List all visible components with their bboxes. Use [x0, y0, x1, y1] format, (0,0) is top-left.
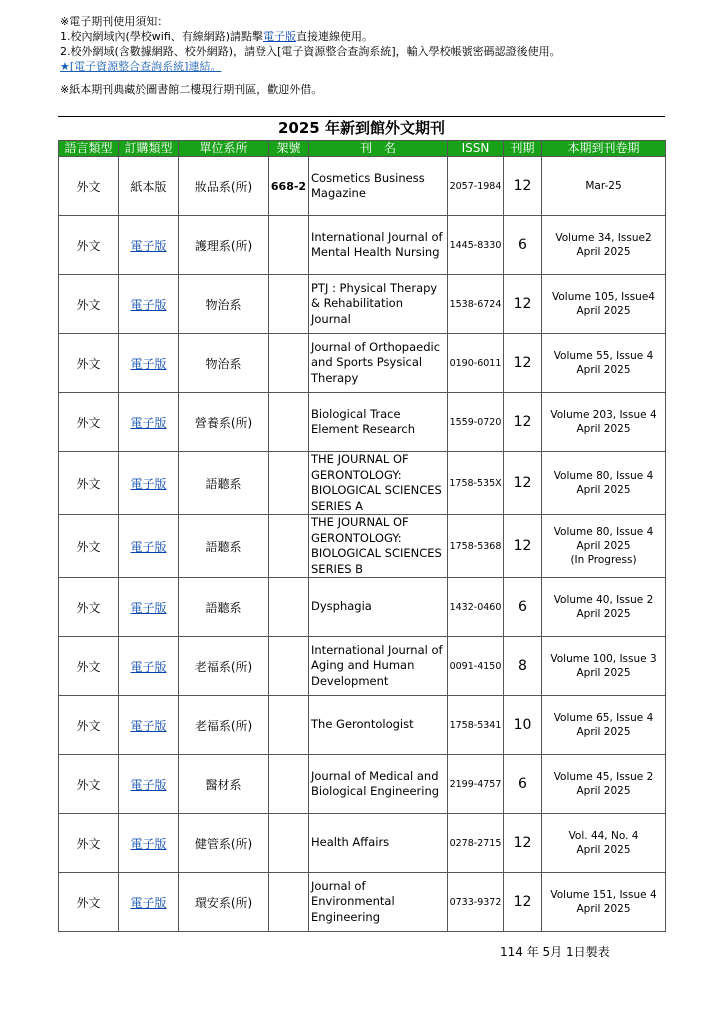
frequency-cell: 12 [504, 393, 542, 452]
issue-line: Volume 65, Issue 4 [553, 712, 654, 724]
call-number-cell [269, 393, 309, 452]
journal-title-line: Journal of Medical and [311, 768, 439, 783]
frequency-cell: 12 [504, 814, 542, 873]
issue-line: April 2025 [576, 726, 631, 738]
journal-title-line: GERONTOLOGY: [311, 467, 402, 482]
latest-issue-cell [542, 755, 666, 814]
issn-cell: 1432-0460 [448, 578, 504, 637]
call-number-cell [269, 515, 309, 578]
journal-title-cell [309, 515, 448, 578]
journal-title-cell [309, 393, 448, 452]
language-cell: 外文 [59, 275, 119, 334]
ejournal-link[interactable]: 電子版 [130, 415, 167, 430]
journal-title-cell [309, 873, 448, 932]
language-cell: 外文 [59, 873, 119, 932]
issue-line: (In Progress) [570, 554, 637, 566]
latest-issue-cell [542, 814, 666, 873]
order-type-cell [119, 755, 179, 814]
call-number-cell [269, 334, 309, 393]
latest-issue-cell [542, 452, 666, 515]
call-number-cell: 668-2 [269, 157, 309, 216]
table-row [59, 157, 666, 216]
frequency-cell: 6 [504, 578, 542, 637]
order-type-cell [119, 814, 179, 873]
journal-title-line: International Journal of [311, 642, 443, 657]
language-cell: 外文 [59, 696, 119, 755]
table-row [59, 578, 666, 637]
issue-line: April 2025 [576, 305, 631, 317]
order-type-cell [119, 216, 179, 275]
notice-heading: ※電子期刊使用須知： [60, 15, 169, 28]
order-type-cell [119, 578, 179, 637]
table-row [59, 873, 666, 932]
department-cell: 環安系(所) [179, 873, 269, 932]
journal-title-line: THE JOURNAL OF [311, 452, 409, 466]
journal-title-cell [309, 334, 448, 393]
department-cell: 營養系(所) [179, 393, 269, 452]
issue-line: Volume 45, Issue 2 [553, 771, 654, 783]
issue-line: April 2025 [576, 667, 631, 679]
ejournal-link[interactable]: 電子版 [130, 895, 167, 910]
language-cell: 外文 [59, 157, 119, 216]
column-header: ISSN [448, 141, 504, 157]
ejournal-link[interactable]: 電子版 [130, 718, 167, 733]
journal-title-line: Cosmetics Business [311, 170, 425, 185]
department-cell: 物治系 [179, 334, 269, 393]
ejournal-link[interactable]: 電子版 [130, 659, 167, 674]
issue-line: Volume 151, Issue 4 [550, 889, 657, 901]
call-number-cell [269, 452, 309, 515]
table-row [59, 637, 666, 696]
language-cell: 外文 [59, 515, 119, 578]
frequency-cell: 10 [504, 696, 542, 755]
issue-line: April 2025 [576, 423, 631, 435]
column-header: 架號 [269, 141, 309, 157]
latest-issue-cell [542, 578, 666, 637]
table-row [59, 275, 666, 334]
language-cell: 外文 [59, 216, 119, 275]
page-title: 2025 年新到館外文期刊 [278, 119, 445, 137]
column-header: 本期到刊卷期 [542, 141, 666, 157]
column-header: 單位系所 [179, 141, 269, 157]
notice-print-location: ※紙本期刊典藏於圖書館二樓現行期刊區，歡迎外借。 [60, 83, 323, 96]
language-cell: 外文 [59, 452, 119, 515]
journal-title-line: Element Research [311, 422, 416, 436]
divider [58, 116, 665, 117]
call-number-cell [269, 814, 309, 873]
issue-line: Mar-25 [585, 180, 622, 192]
issue-line: April 2025 [576, 540, 631, 552]
issue-line: Volume 55, Issue 4 [553, 350, 654, 362]
issn-cell: 1538-6724 [448, 275, 504, 334]
frequency-cell: 12 [504, 157, 542, 216]
latest-issue-cell [542, 275, 666, 334]
order-type-text: 紙本版 [130, 179, 167, 194]
journal-title-cell [309, 755, 448, 814]
issue-line: Volume 80, Issue 4 [553, 526, 654, 538]
journal-title-line: The Gerontologist [311, 717, 414, 732]
table-row [59, 393, 666, 452]
issue-line: April 2025 [576, 364, 631, 376]
order-type-cell [119, 637, 179, 696]
usage-notice [60, 14, 561, 97]
issue-line: April 2025 [576, 785, 631, 797]
department-cell: 醫材系 [179, 755, 269, 814]
order-type-cell [119, 873, 179, 932]
ejournal-link[interactable]: 電子版 [130, 777, 167, 792]
ejournal-link[interactable]: 電子版 [130, 356, 167, 371]
order-type-cell [119, 393, 179, 452]
ejournal-link[interactable]: 電子版 [130, 476, 167, 491]
call-number-cell [269, 216, 309, 275]
frequency-cell: 12 [504, 275, 542, 334]
order-type-cell [119, 334, 179, 393]
journal-table [58, 140, 666, 932]
journal-title-line: Journal of Orthopaedic [311, 339, 441, 354]
issue-line: April 2025 [576, 484, 631, 496]
column-header: 刊 名 [309, 141, 448, 157]
table-row [59, 814, 666, 873]
order-type-cell [119, 157, 179, 216]
call-number-cell [269, 755, 309, 814]
column-header: 刊期 [504, 141, 542, 157]
issue-line: Volume 40, Issue 2 [553, 594, 654, 606]
call-number-cell [269, 637, 309, 696]
department-cell: 物治系 [179, 275, 269, 334]
journal-title-line: Environmental [311, 894, 395, 909]
journal-title-line: & Rehabilitation [311, 296, 403, 311]
frequency-cell: 12 [504, 515, 542, 578]
frequency-cell: 6 [504, 216, 542, 275]
frequency-cell: 6 [504, 755, 542, 814]
department-cell: 老福系(所) [179, 696, 269, 755]
frequency-cell: 12 [504, 452, 542, 515]
journal-title-line: PTJ : Physical Therapy [311, 280, 438, 295]
issn-cell: 0733-9372 [448, 873, 504, 932]
frequency-cell: 12 [504, 873, 542, 932]
department-cell: 妝品系(所) [179, 157, 269, 216]
department-cell: 語聽系 [179, 515, 269, 578]
journal-title-line: BIOLOGICAL SCIENCES [311, 546, 442, 560]
table-row [59, 696, 666, 755]
journal-title-line: Journal of [311, 878, 366, 893]
journal-title-line: Aging and Human [311, 658, 415, 673]
footer-date: 114 年 5月 1日製表 [500, 945, 610, 959]
notice-line-campus-suffix: 直接連線使用。 [296, 30, 374, 43]
issn-cell: 2199-4757 [448, 755, 504, 814]
journal-title-line: Therapy [311, 370, 359, 385]
journal-title-cell [309, 157, 448, 216]
language-cell: 外文 [59, 578, 119, 637]
department-cell: 語聽系 [179, 452, 269, 515]
eresource-system-link[interactable]: ★[電子資源整合查詢系統]連結。 [60, 60, 222, 73]
latest-issue-cell [542, 393, 666, 452]
notice-line-offcampus: 2.校外網域(含數據網路、校外網路)，請登入[電子資源整合查詢系統]，輸入學校帳號密碼認證後使用。 [60, 45, 561, 58]
department-cell: 護理系(所) [179, 216, 269, 275]
notice-line-campus [60, 29, 561, 44]
table-row [59, 334, 666, 393]
issue-line: Volume 203, Issue 4 [550, 409, 657, 421]
issn-cell: 1758-5341 [448, 696, 504, 755]
table-header-row [59, 141, 666, 157]
latest-issue-cell [542, 334, 666, 393]
journal-title-line: Mental Health Nursing [311, 245, 440, 259]
latest-issue-cell [542, 157, 666, 216]
journal-title-line: SERIES B [311, 561, 364, 576]
journal-title-line: SERIES A [311, 498, 364, 513]
journal-title-line: Magazine [311, 186, 366, 200]
department-cell: 健管系(所) [179, 814, 269, 873]
journal-title-cell [309, 275, 448, 334]
issue-line: April 2025 [576, 246, 631, 258]
issue-line: Volume 34, Issue2 [555, 232, 652, 244]
journal-title-line: Journal [311, 311, 351, 326]
ejournal-link[interactable]: 電子版 [130, 539, 167, 554]
call-number-cell [269, 873, 309, 932]
issue-line: April 2025 [576, 903, 631, 915]
frequency-cell: 8 [504, 637, 542, 696]
issue-line: April 2025 [576, 844, 631, 856]
journal-title-line: Health Affairs [311, 835, 390, 850]
notice-line-campus-prefix: 1.校內網域內(學校wifi、有線網路)請點擊 [60, 30, 264, 43]
journal-title-line: Development [311, 673, 389, 688]
issn-cell: 0091-4150 [448, 637, 504, 696]
latest-issue-cell [542, 515, 666, 578]
journal-title-cell [309, 696, 448, 755]
latest-issue-cell [542, 637, 666, 696]
journal-title-cell [309, 216, 448, 275]
issn-cell: 1758-535X [448, 452, 504, 515]
latest-issue-cell [542, 216, 666, 275]
table-row [59, 515, 666, 578]
ejournal-link[interactable]: 電子版 [130, 600, 167, 615]
order-type-cell [119, 275, 179, 334]
call-number-cell [269, 696, 309, 755]
latest-issue-cell [542, 873, 666, 932]
journal-title-line: Dysphagia [311, 599, 372, 614]
language-cell: 外文 [59, 334, 119, 393]
issn-cell: 1758-5368 [448, 515, 504, 578]
ejournal-link[interactable]: 電子版 [263, 30, 297, 43]
table-row [59, 216, 666, 275]
ejournal-link[interactable]: 電子版 [130, 238, 167, 253]
issue-line: Volume 105, Issue4 [552, 291, 655, 303]
journal-title-line: and Sports Psysical [311, 355, 423, 370]
language-cell: 外文 [59, 393, 119, 452]
column-header: 語言類型 [59, 141, 119, 157]
journal-title-cell [309, 578, 448, 637]
journal-title-line: GERONTOLOGY: [311, 530, 402, 545]
issn-cell: 2057-1984 [448, 157, 504, 216]
ejournal-link[interactable]: 電子版 [130, 297, 167, 312]
journal-title-line: Biological Engineering [311, 784, 440, 798]
latest-issue-cell [542, 696, 666, 755]
issue-line: Vol. 44, No. 4 [568, 830, 639, 842]
order-type-cell [119, 515, 179, 578]
issn-cell: 1445-8330 [448, 216, 504, 275]
table-row [59, 452, 666, 515]
issue-line: April 2025 [576, 608, 631, 620]
issue-line: Volume 80, Issue 4 [553, 470, 654, 482]
journal-title-line: THE JOURNAL OF [311, 515, 409, 529]
frequency-cell: 12 [504, 334, 542, 393]
language-cell: 外文 [59, 637, 119, 696]
issn-cell: 0190-6011 [448, 334, 504, 393]
journal-title-cell [309, 637, 448, 696]
journal-title-line: BIOLOGICAL SCIENCES [311, 483, 442, 497]
table-row [59, 755, 666, 814]
department-cell: 語聽系 [179, 578, 269, 637]
order-type-cell [119, 696, 179, 755]
issn-cell: 0278-2715 [448, 814, 504, 873]
call-number-cell [269, 275, 309, 334]
call-number-cell [269, 578, 309, 637]
column-header: 訂購類型 [119, 141, 179, 157]
language-cell: 外文 [59, 814, 119, 873]
issn-cell: 1559-0720 [448, 393, 504, 452]
order-type-cell [119, 452, 179, 515]
journal-title-line: International Journal of [311, 229, 443, 244]
journal-title-cell [309, 814, 448, 873]
journal-title-line: Biological Trace [311, 406, 401, 421]
journal-title-line: Engineering [311, 909, 380, 924]
ejournal-link[interactable]: 電子版 [130, 836, 167, 851]
department-cell: 老福系(所) [179, 637, 269, 696]
issue-line: Volume 100, Issue 3 [550, 653, 657, 665]
language-cell: 外文 [59, 755, 119, 814]
journal-title-cell [309, 452, 448, 515]
